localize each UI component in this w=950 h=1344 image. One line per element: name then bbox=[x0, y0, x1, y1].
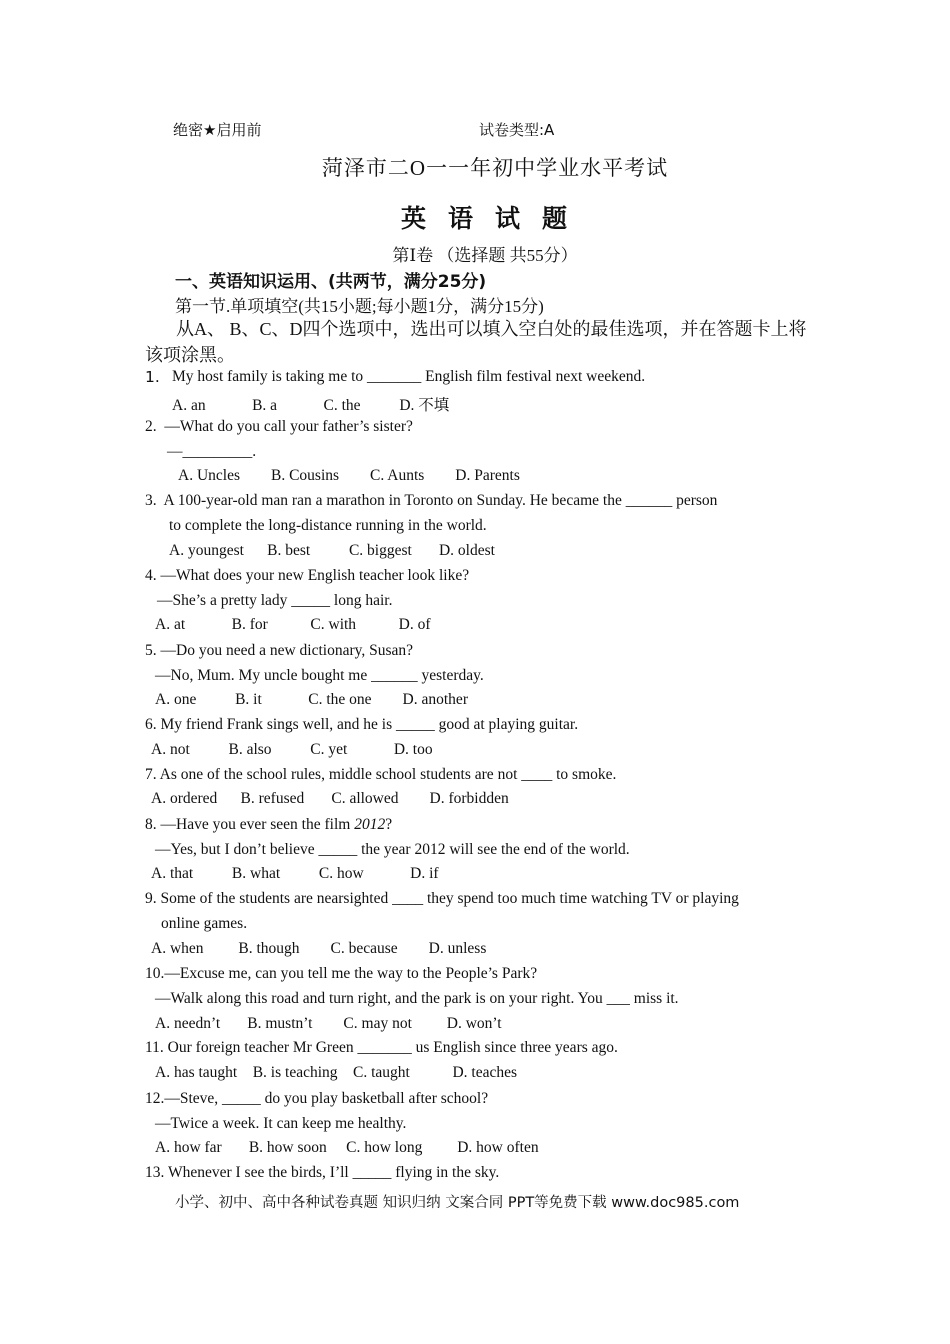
options-line: A. how far B. how soon C. how long D. how often bbox=[155, 1139, 539, 1156]
options-line: A. needn’t B. mustn’t C. may not D. won’t bbox=[155, 1015, 502, 1032]
question-line: to complete the long-distance running in the world. bbox=[169, 517, 487, 534]
question-line: 7. As one of the school rules, middle school students are not ____ to smoke. bbox=[145, 766, 617, 783]
question-line: —Walk along this road and turn right, and the park is on your right. You ___ miss it. bbox=[155, 990, 679, 1007]
question-line: 12.—Steve, _____ do you play basketball after school? bbox=[145, 1090, 489, 1107]
question-line: 2. —What do you call your father’s sister? bbox=[145, 418, 413, 435]
question-mark: ? bbox=[385, 816, 393, 833]
question-line: 13. Whenever I see the birds, I’ll _____ flying in the sky. bbox=[145, 1164, 500, 1181]
instructions: 从A、 B、C、D四个选项中，选出可以填入空白处的最佳选项，并在答题卡上将该项涂黑。 bbox=[145, 319, 807, 365]
question-line: 10.—Excuse me, can you tell me the way to the People’s Park? bbox=[145, 965, 538, 982]
answer-blank-line: —_________. bbox=[167, 443, 257, 460]
question-line: 9. Some of the students are nearsighted ____ they spend too much time watching TV or playing bbox=[145, 890, 739, 907]
options-line: A. when B. though C. because D. unless bbox=[151, 940, 487, 957]
question-line: 3. A 100-year-old man ran a marathon in Toronto on Sunday. He became the ______ person bbox=[145, 492, 718, 509]
part-heading: 一、英语知识运用、(共两节，满分25分) bbox=[175, 272, 487, 292]
film-title: 2012 bbox=[354, 816, 386, 833]
options-line: A. not B. also C. yet D. too bbox=[151, 741, 433, 758]
options-line: A. Uncles B. Cousins C. Aunts D. Parents bbox=[178, 467, 520, 484]
options-line: A. that B. what C. how D. if bbox=[151, 865, 439, 882]
question-line: My host family is taking me to _______ English film festival next weekend. bbox=[172, 368, 646, 385]
question-text: 8. —Have you ever seen the film bbox=[145, 816, 355, 833]
options-line: A. one B. it C. the one D. another bbox=[155, 691, 468, 708]
question-line: 6. My friend Frank sings well, and he is _____ good at playing guitar. bbox=[145, 716, 579, 733]
question-line: 5. —Do you need a new dictionary, Susan? bbox=[145, 642, 414, 659]
secret-label: 绝密★启用前 bbox=[173, 121, 262, 139]
question-line: —She’s a pretty lady _____ long hair. bbox=[157, 592, 393, 609]
paper-type-label: 试卷类型:A bbox=[479, 121, 555, 139]
exam-title: 菏泽市二O一一年初中学业水平考试 bbox=[321, 156, 669, 180]
volume-heading: 第Ⅰ卷 （选择题 共55分） bbox=[392, 246, 578, 265]
options-line: A. youngest B. best C. biggest D. oldest bbox=[169, 542, 495, 559]
question-line: 4. —What does your new English teacher look like? bbox=[145, 567, 470, 584]
question-line: —No, Mum. My uncle bought me ______ yesterday. bbox=[155, 667, 484, 684]
question-line: —Twice a week. It can keep me healthy. bbox=[155, 1115, 407, 1132]
section-heading: 第一节.单项填空(共15小题;每小题1分，满分15分) bbox=[175, 297, 544, 316]
options-line: A. at B. for C. with D. of bbox=[155, 616, 431, 633]
page-footer: 小学、初中、高中各种试卷真题 知识归纳 文案合同 PPT等免费下载 www.doc985.com bbox=[175, 1195, 740, 1211]
options-line: A. ordered B. refused C. allowed D. forbidden bbox=[151, 790, 509, 807]
question-line: 11. Our foreign teacher Mr Green _______ us English since three years ago. bbox=[145, 1039, 618, 1056]
subject-title: 英语试题 bbox=[400, 204, 589, 233]
question-line: online games. bbox=[161, 915, 248, 932]
question-number: 1. bbox=[145, 368, 160, 386]
options-line: A. an B. a C. the D. 不填 bbox=[172, 397, 450, 414]
question-line bbox=[145, 816, 392, 834]
question-line: —Yes, but I don’t believe _____ the year 2012 will see the end of the world. bbox=[155, 841, 630, 858]
options-line: A. has taught B. is teaching C. taught D. teaches bbox=[155, 1064, 518, 1081]
